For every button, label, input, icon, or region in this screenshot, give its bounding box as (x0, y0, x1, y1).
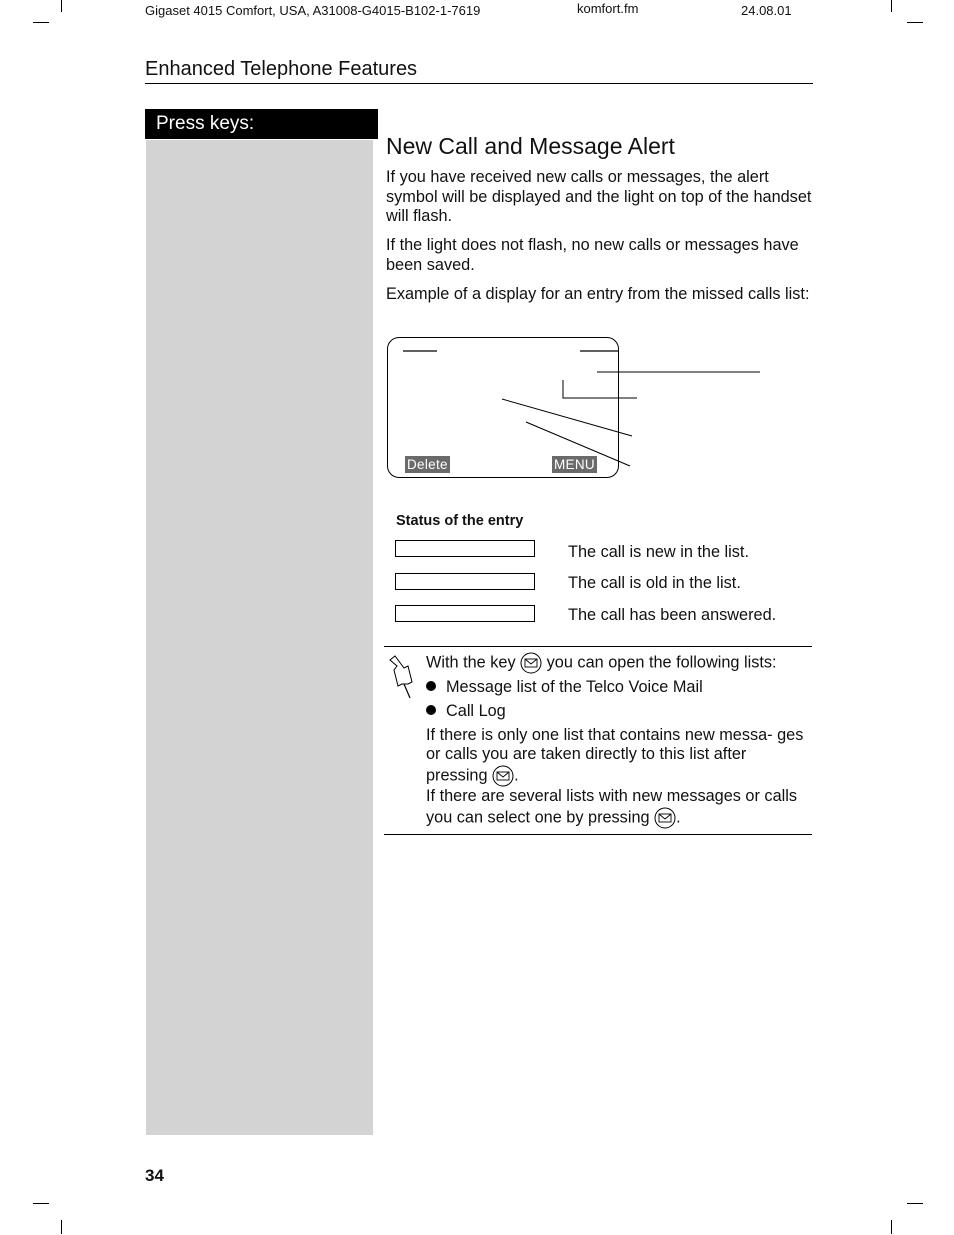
header-date: 24.08.01 (741, 3, 792, 18)
status-text-old: The call is old in the list. (568, 574, 741, 592)
paragraph-example: Example of a display for an entry from the missed calls list: (386, 285, 810, 303)
crop-mark (907, 1203, 923, 1204)
note-text (426, 652, 812, 829)
press-keys-label: Press keys: (145, 109, 378, 139)
note-bullet-voicemail: Message list of the Telco Voice Mail (446, 678, 703, 696)
note-bottom-rule (384, 834, 812, 835)
status-box-old (395, 573, 535, 590)
header-rule (145, 83, 813, 84)
message-key-icon (520, 652, 542, 674)
note-intro-text: With the key (426, 653, 516, 672)
crop-mark (891, 0, 892, 12)
note-line-intro (426, 652, 812, 674)
note-paragraph-single (426, 726, 812, 788)
crop-mark (33, 1203, 49, 1204)
header-file: komfort.fm (577, 1, 639, 16)
crop-mark (61, 1220, 62, 1234)
status-text-new: The call is new in the list. (568, 543, 749, 561)
status-title: Status of the entry (396, 513, 524, 529)
pushpin-icon (388, 654, 418, 700)
bullet-icon (426, 705, 436, 715)
press-keys-column (146, 140, 373, 1135)
page-number: 34 (145, 1166, 164, 1185)
message-key-icon (654, 807, 676, 829)
note-bullet-item (426, 678, 812, 698)
paragraph-light: If the light does not flash, no new calls or messages have been saved. (386, 236, 799, 274)
paragraph-alert: If you have received new calls or messages, the alert symbol will be displayed and the light on top of the handset will flash. (386, 168, 812, 225)
crop-mark (33, 22, 49, 23)
status-box-answered (395, 605, 535, 622)
softkey-delete: Delete (407, 457, 448, 472)
crop-mark (61, 0, 62, 12)
status-text-answered: The call has been answered. (568, 606, 777, 624)
note-several-text: If there are several lists with new messages or calls you can select one by pressing (426, 787, 797, 827)
softkey-menu: MENU (554, 457, 595, 472)
message-key-icon (492, 765, 514, 787)
note-bullet-item (426, 702, 812, 722)
note-single-text: If there is only one list that contains new messa- ges or calls you are taken directly to this list after pressing (426, 725, 804, 785)
header-doc-info: Gigaset 4015 Comfort, USA, A31008-G4015-B102-1-7619 (145, 3, 481, 18)
section-title: Enhanced Telephone Features (145, 58, 418, 80)
note-top-rule (384, 646, 812, 647)
bullet-icon (426, 681, 436, 691)
display-callout-lines (380, 330, 780, 480)
note-several-end: . (676, 808, 681, 827)
note-bullet-calllog: Call Log (446, 701, 506, 720)
crop-mark (891, 1220, 892, 1234)
status-box-new (395, 540, 535, 557)
crop-mark (907, 22, 923, 23)
page-heading: New Call and Message Alert (386, 133, 675, 159)
note-paragraph-several (426, 787, 812, 829)
note-intro-text-end: you can open the following lists: (546, 653, 777, 672)
note-single-end: . (514, 766, 519, 785)
